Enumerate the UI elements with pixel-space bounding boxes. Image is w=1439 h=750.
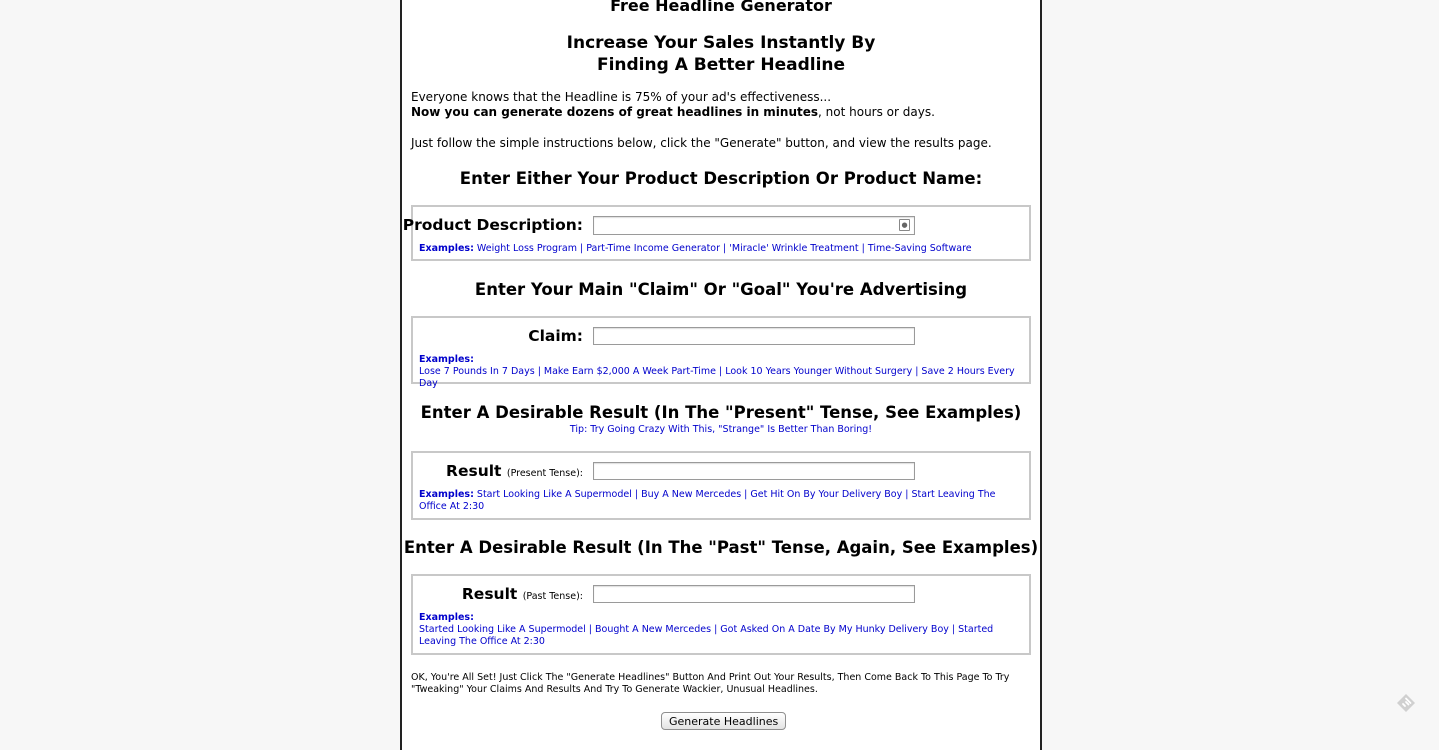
past-label-tense: (Past Tense): bbox=[522, 591, 583, 602]
product-heading: Enter Either Your Product Description Or Product Name: bbox=[459, 169, 983, 188]
past-heading: Enter A Desirable Result (In The "Past" Tense, Again, See Examples) bbox=[403, 538, 1039, 557]
product-description-input[interactable] bbox=[593, 216, 915, 235]
claim-examples-label: Examples: bbox=[419, 354, 474, 365]
content-panel bbox=[400, 0, 1042, 750]
present-heading: Enter A Desirable Result (In The "Present" Tense, See Examples) bbox=[420, 403, 1022, 422]
generate-headlines-button[interactable]: Generate Headlines bbox=[661, 712, 786, 730]
headline-line-2: Finding A Better Headline bbox=[596, 55, 846, 75]
intro-line-1: Everyone knows that the Headline is 75% of your ad's effectiveness... bbox=[411, 90, 832, 104]
product-examples bbox=[419, 243, 1015, 255]
intro-bold: Now you can generate dozens of great headlines in minutes bbox=[411, 105, 819, 119]
contact-card-icon[interactable]: ● bbox=[899, 219, 910, 231]
past-examples bbox=[419, 612, 1015, 648]
claim-heading: Enter Your Main "Claim" Or "Goal" You're Advertising bbox=[474, 280, 968, 299]
product-label: Product Description: bbox=[402, 216, 583, 234]
claim-examples bbox=[419, 354, 1015, 390]
present-label-main: Result bbox=[446, 462, 502, 480]
intro-text bbox=[411, 90, 1031, 120]
footer-note: OK, You're All Set! Just Click The "Generate Headlines" Button And Print Out Your Results, Then Come Back To This Page To Try "Tweaking" Your Claims And Results And Try To Generate Wackier, Unusual Headlines. bbox=[411, 672, 1010, 695]
present-examples-text: Start Looking Like A Supermodel | Buy A New Mercedes | Get Hit On By Your Delivery Boy | Start Leaving The Office At 2:30 bbox=[419, 489, 996, 512]
past-result-input[interactable] bbox=[593, 585, 915, 603]
present-tip: Tip: Try Going Crazy With This, "Strange" Is Better Than Boring! bbox=[569, 424, 873, 435]
product-examples-label: Examples: bbox=[419, 243, 474, 254]
present-box bbox=[411, 451, 1031, 520]
claim-label: Claim: bbox=[528, 327, 583, 345]
feedly-icon[interactable] bbox=[1396, 693, 1416, 713]
product-examples-text: Weight Loss Program | Part-Time Income Generator | 'Miracle' Wrinkle Treatment | Time-Saving Software bbox=[476, 243, 972, 254]
past-box bbox=[411, 574, 1031, 655]
intro-line-2 bbox=[411, 105, 1031, 120]
present-examples bbox=[419, 489, 1015, 513]
present-label bbox=[446, 462, 583, 480]
past-examples-text: Started Looking Like A Supermodel | Bought A New Mercedes | Got Asked On A Date By My Hunky Delivery Boy | Started Leaving The Office At 2:30 bbox=[419, 624, 994, 647]
present-examples-label: Examples: bbox=[419, 489, 474, 500]
claim-box bbox=[411, 316, 1031, 389]
headline-line-1: Increase Your Sales Instantly By bbox=[566, 33, 876, 53]
past-examples-label: Examples: bbox=[419, 612, 474, 623]
past-label-main: Result bbox=[461, 585, 518, 603]
instructions-text: Just follow the simple instructions below, click the "Generate" button, and view the results page. bbox=[411, 136, 992, 150]
page-title: Free Headline Generator bbox=[610, 0, 832, 15]
product-box bbox=[402, 205, 1031, 261]
intro-rest: , not hours or days. bbox=[818, 105, 935, 119]
claim-examples-text: Lose 7 Pounds In 7 Days | Make Earn $2,000 A Week Part-Time | Look 10 Years Younger Without Surgery | Save 2 Hours Every Day bbox=[419, 366, 1015, 389]
present-label-tense: (Present Tense): bbox=[506, 468, 583, 479]
claim-input[interactable] bbox=[593, 327, 915, 345]
present-result-input[interactable] bbox=[593, 462, 915, 480]
past-label bbox=[462, 585, 583, 603]
main-headline bbox=[402, 32, 1040, 76]
